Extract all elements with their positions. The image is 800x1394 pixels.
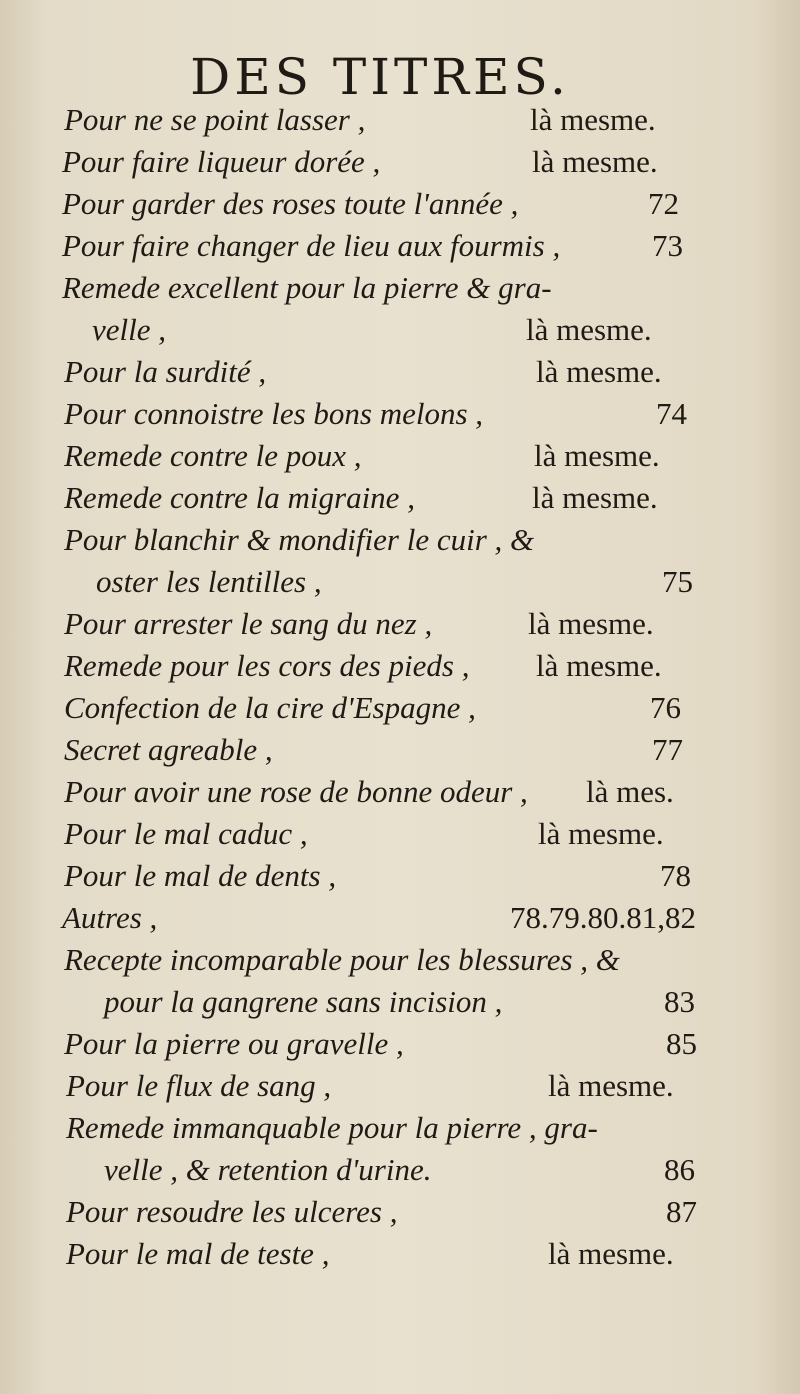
toc-entry-title: pour la gangrene sans incision , <box>104 984 503 1019</box>
toc-entry <box>0 268 800 308</box>
toc-entry-title: Confection de la cire d'Espagne , <box>64 690 476 725</box>
toc-entry <box>0 100 800 140</box>
toc-entry <box>0 142 800 182</box>
toc-entry-title: Pour faire liqueur dorée , <box>62 144 381 179</box>
toc-entry-title: Pour resoudre les ulceres , <box>66 1194 398 1229</box>
toc-entry <box>0 352 800 392</box>
toc-entry <box>0 982 800 1022</box>
toc-entry-title: Pour le mal caduc , <box>64 816 308 851</box>
toc-entry-title: Pour ne se point lasser , <box>64 102 366 137</box>
toc-entry <box>0 604 800 644</box>
toc-entry-page: là mesme. <box>534 438 660 473</box>
toc-entry <box>0 562 800 602</box>
toc-entry-title: Pour arrester le sang du nez , <box>64 606 433 641</box>
toc-entry <box>0 1108 800 1148</box>
toc-entry-title: Pour avoir une rose de bonne odeur , <box>64 774 528 809</box>
toc-entry-title: Pour garder des roses toute l'année , <box>62 186 519 221</box>
toc-entry <box>0 646 800 686</box>
toc-entry-page: 78 <box>660 858 691 893</box>
toc-entry-page: là mes. <box>586 774 674 809</box>
toc-entry-title: Remede contre le poux , <box>64 438 362 473</box>
toc-entry-title: Pour la pierre ou gravelle , <box>64 1026 404 1061</box>
toc-entry <box>0 226 800 266</box>
toc-entry-page: là mesme. <box>528 606 654 641</box>
toc-entry <box>0 436 800 476</box>
toc-entry <box>0 772 800 812</box>
toc-entry-page: 83 <box>664 984 695 1019</box>
toc-entry-title: velle , <box>92 312 167 347</box>
toc-entry <box>0 1150 800 1190</box>
toc-entry-title: Pour faire changer de lieu aux fourmis , <box>62 228 561 263</box>
toc-entry-page: là mesme. <box>548 1236 674 1271</box>
toc-entry-page: là mesme. <box>532 144 658 179</box>
toc-entry-page: 85 <box>666 1026 697 1061</box>
toc-entry-page: là mesme. <box>538 816 664 851</box>
toc-entry-title: Remede pour les cors des pieds , <box>64 648 470 683</box>
toc-entry-title: Pour blanchir & mondifier le cuir , & <box>64 522 535 557</box>
toc-entry-page: 73 <box>652 228 683 263</box>
toc-entry-title: Secret agreable , <box>64 732 273 767</box>
toc-entry-page: 74 <box>656 396 687 431</box>
toc-entry <box>0 688 800 728</box>
toc-entry-title: velle , & retention d'urine. <box>104 1152 432 1187</box>
toc-entry <box>0 856 800 896</box>
toc-entry-title: Pour le mal de teste , <box>66 1236 330 1271</box>
toc-entry-page: 78.79.80.81,82 <box>510 900 696 935</box>
toc-entry <box>0 478 800 518</box>
toc-entry-page: là mesme. <box>536 648 662 683</box>
toc-entry-page: 72 <box>648 186 679 221</box>
toc-entry <box>0 1192 800 1232</box>
toc-entry-title: Remede contre la migraine , <box>64 480 415 515</box>
toc-entry-title: Recepte incomparable pour les blessures , & <box>64 942 620 977</box>
toc-entry-title: Pour le mal de dents , <box>64 858 337 893</box>
toc-entry <box>0 730 800 770</box>
toc-entry <box>0 814 800 854</box>
toc-entry-title: Pour connoistre les bons melons , <box>64 396 484 431</box>
toc-entry-page: là mesme. <box>530 102 656 137</box>
toc-entry-page: 75 <box>662 564 693 599</box>
toc-entry <box>0 898 800 938</box>
toc-entry-page: 87 <box>666 1194 697 1229</box>
toc-entry <box>0 1234 800 1274</box>
toc-entry <box>0 184 800 224</box>
toc-entry <box>0 940 800 980</box>
toc-entry-page: là mesme. <box>526 312 652 347</box>
toc-entry <box>0 1066 800 1106</box>
toc-entry-page: 77 <box>652 732 683 767</box>
toc-entry-title: Remede excellent pour la pierre & gra- <box>62 270 552 305</box>
toc-entry <box>0 1024 800 1064</box>
toc-entry-page: 86 <box>664 1152 695 1187</box>
toc-entry-title: oster les lentilles , <box>96 564 322 599</box>
toc-entry-page: 76 <box>650 690 681 725</box>
toc-entry-title: Remede immanquable pour la pierre , gra- <box>66 1110 598 1145</box>
toc-entry-page: là mesme. <box>536 354 662 389</box>
toc-entry-title: Pour la surdité , <box>64 354 267 389</box>
toc-entry <box>0 310 800 350</box>
toc-entry-page: là mesme. <box>548 1068 674 1103</box>
toc-entry <box>0 394 800 434</box>
toc-entry-page: là mesme. <box>532 480 658 515</box>
toc-entry-title: Autres , <box>62 900 158 935</box>
page-heading: DES TITRES. <box>190 48 570 106</box>
toc-entry-title: Pour le flux de sang , <box>66 1068 332 1103</box>
toc-entry <box>0 520 800 560</box>
